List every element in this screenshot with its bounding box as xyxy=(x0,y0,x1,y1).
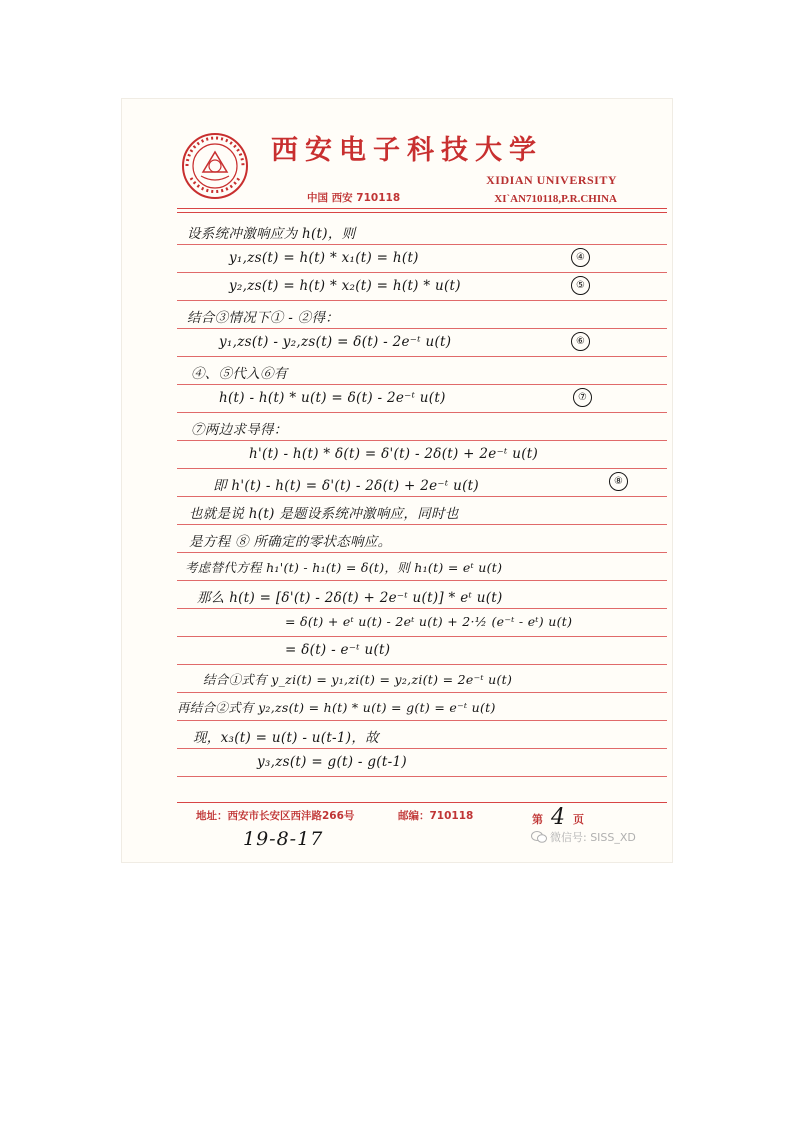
handwritten-line xyxy=(177,552,667,580)
location-cn: 中国 西安 710118 xyxy=(307,192,401,204)
footer-rule xyxy=(177,802,667,803)
equation-number: ⑤ xyxy=(571,276,590,295)
handwritten-line xyxy=(177,524,667,552)
handwritten-text: y₁,zs(t) = h(t) * x₁(t) = h(t) xyxy=(229,250,419,266)
footer-page-number xyxy=(532,804,584,829)
handwritten-line xyxy=(177,608,667,636)
wechat-id: 微信号: SISS_XD xyxy=(550,831,636,844)
handwritten-line xyxy=(177,580,667,608)
equation-number: ⑧ xyxy=(609,472,628,491)
handwritten-text: h(t) - h(t) * u(t) = δ(t) - 2e⁻ᵗ u(t) xyxy=(219,390,446,406)
equation-number: ⑥ xyxy=(571,332,590,351)
handwritten-line xyxy=(177,412,667,440)
handwritten-line xyxy=(177,692,667,720)
handwritten-text: 那么 h(t) = [δ'(t) - 2δ(t) + 2e⁻ᵗ u(t)] * eᵗ u(t) xyxy=(197,590,503,606)
footer-address: 地址：西安市长安区西沣路266号 xyxy=(196,810,355,822)
header-rule xyxy=(177,208,667,213)
equation-number: ④ xyxy=(571,248,590,267)
handwritten-line xyxy=(177,356,667,384)
equation-number: ⑦ xyxy=(573,388,592,407)
page-suffix: 页 xyxy=(573,813,584,826)
handwritten-text: y₂,zs(t) = h(t) * x₂(t) = h(t) * u(t) xyxy=(229,278,461,294)
handwritten-line xyxy=(177,244,667,272)
university-seal-logo xyxy=(181,132,249,200)
letter-paper xyxy=(121,98,673,863)
handwritten-line xyxy=(177,748,667,776)
handwritten-line xyxy=(177,468,667,496)
handwritten-line xyxy=(177,664,667,692)
handwritten-line xyxy=(177,384,667,412)
ruled-lines-area xyxy=(177,216,667,801)
handwritten-line xyxy=(177,300,667,328)
handwritten-line xyxy=(177,440,667,468)
page-number: 4 xyxy=(551,805,565,830)
handwritten-text: 设系统冲激响应为 h(t)，则 xyxy=(187,226,356,242)
handwritten-text: = δ(t) - e⁻ᵗ u(t) xyxy=(285,642,391,658)
address-en: XI`AN710118,P.R.CHINA xyxy=(494,193,617,205)
university-name-cn: 西安电子科技大学 xyxy=(271,135,543,166)
handwritten-text: = δ(t) + eᵗ u(t) - 2eᵗ u(t) + 2·½ (e⁻ᵗ - eᵗ) u(t) xyxy=(285,614,573,629)
handwritten-text: 考虑替代方程 h₁'(t) - h₁(t) = δ(t)，则 h₁(t) = eᵗ u(t) xyxy=(185,560,503,575)
wechat-icon xyxy=(531,831,547,843)
handwritten-text: 也就是说 h(t) 是题设系统冲激响应，同时也 xyxy=(189,506,459,522)
footer-zip: 邮编：710118 xyxy=(398,810,474,822)
handwritten-text: h'(t) - h(t) * δ(t) = δ'(t) - 2δ(t) + 2e⁻ᵗ u(t) xyxy=(249,446,539,462)
handwritten-text: 现，x₃(t) = u(t) - u(t-1)，故 xyxy=(193,730,379,746)
handwritten-line xyxy=(177,496,667,524)
handwritten-text: ⑦两边求导得： xyxy=(191,422,288,438)
handwritten-line xyxy=(177,636,667,664)
wechat-watermark xyxy=(531,829,636,845)
handwritten-line xyxy=(177,272,667,300)
handwritten-text: 结合③情况下① - ②得： xyxy=(187,310,340,326)
handwritten-line xyxy=(177,328,667,356)
handwritten-text: 结合①式有 y_zi(t) = y₁,zi(t) = y₂,zi(t) = 2e⁻ᵗ u(t) xyxy=(203,672,513,687)
handwritten-line xyxy=(177,720,667,748)
handwritten-text: y₁,zs(t) - y₂,zs(t) = δ(t) - 2e⁻ᵗ u(t) xyxy=(219,334,452,350)
page-prefix: 第 xyxy=(532,813,543,826)
university-name-en: XIDIAN UNIVERSITY xyxy=(486,173,617,187)
handwritten-text: 即 h'(t) - h(t) = δ'(t) - 2δ(t) + 2e⁻ᵗ u(t) xyxy=(213,478,479,494)
handwritten-text: 再结合②式有 y₂,zs(t) = h(t) * u(t) = g(t) = e⁻ᵗ u(t) xyxy=(177,700,496,715)
handwritten-date: 19-8-17 xyxy=(243,828,324,850)
handwritten-text: 是方程 ⑧ 所确定的零状态响应。 xyxy=(189,534,392,550)
ruled-line xyxy=(177,776,667,777)
handwritten-text: y₃,zs(t) = g(t) - g(t-1) xyxy=(257,754,407,770)
handwritten-line xyxy=(177,216,667,244)
handwritten-text: ④、⑤代入⑥有 xyxy=(191,366,288,382)
